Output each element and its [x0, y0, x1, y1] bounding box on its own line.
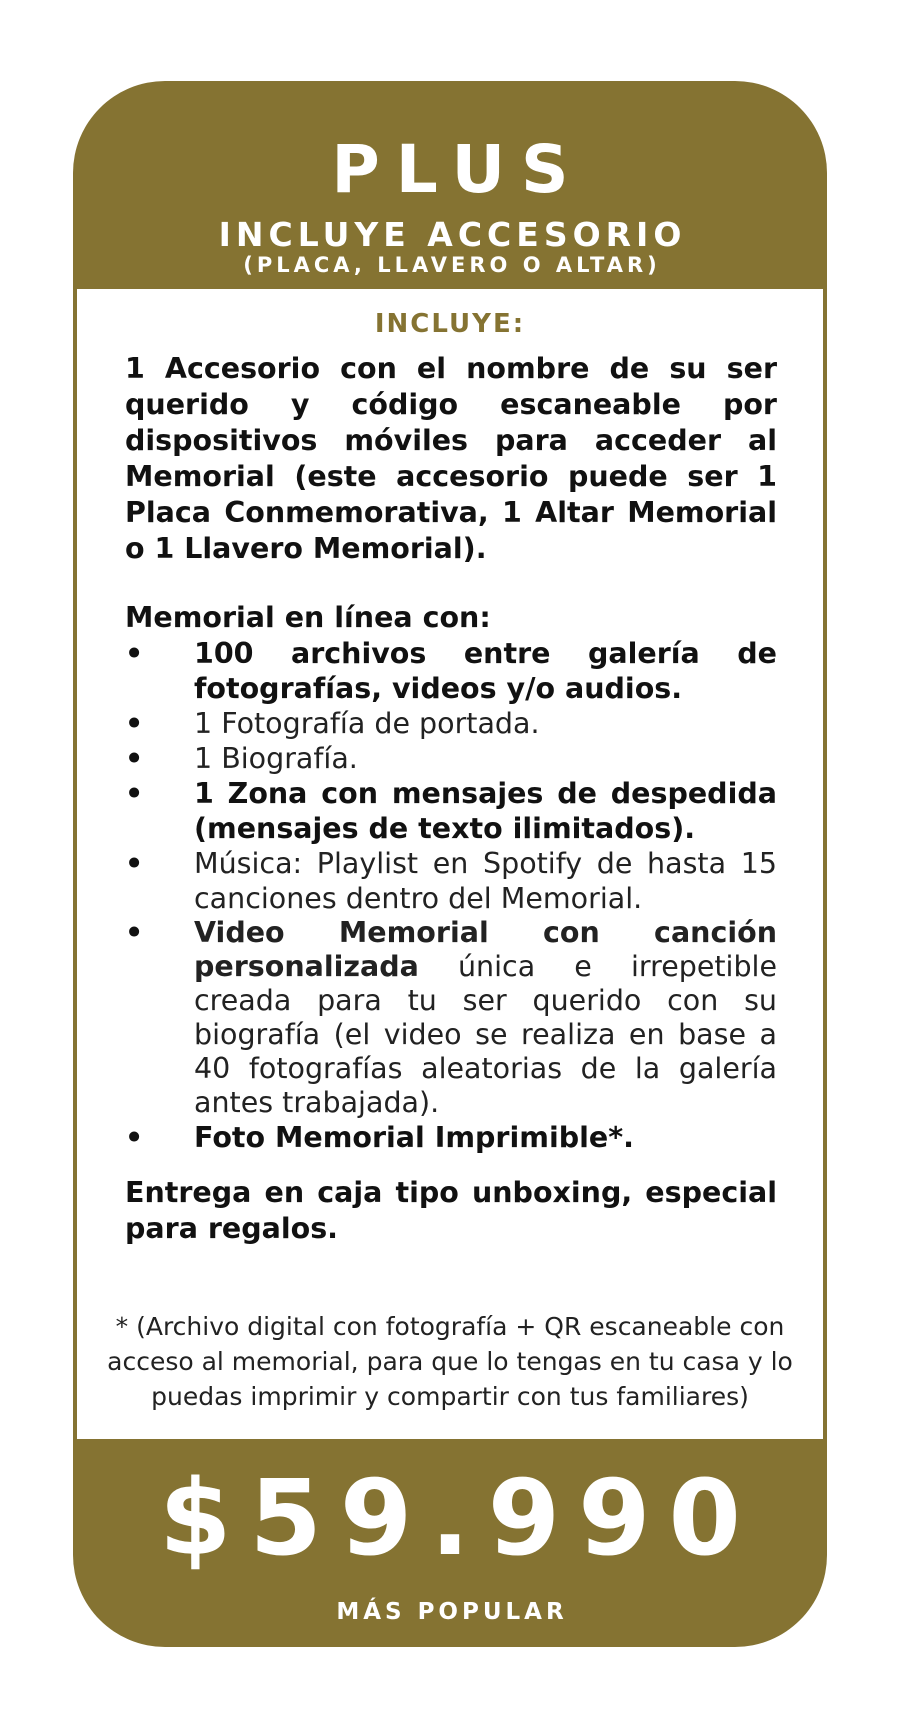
bullet-icon: • — [125, 916, 144, 949]
bullet-icon: • — [125, 777, 144, 810]
card-content — [77, 289, 823, 1439]
bullet-icon: • — [125, 742, 144, 775]
delivery-note: Entrega en caja tipo unboxing, especial para regalos. — [125, 1176, 777, 1245]
includes-heading: INCLUYE: — [374, 309, 526, 339]
feature-item-biography — [125, 741, 777, 776]
feature-text — [194, 916, 777, 1119]
card-footer — [73, 1439, 827, 1647]
feature-text: Foto Memorial Imprimible*. — [194, 1121, 634, 1154]
bullet-icon: • — [125, 707, 144, 740]
accessory-description: 1 Accesorio con el nombre de su ser querido y código escaneable por dispositivos móviles para acceder al Memorial (este accesorio puede ser 1 Placa Conmemorativa, 1 Altar Memorial o 1 Llavero Memorial). — [125, 352, 777, 565]
feature-text-bold: Video Memorial con canción personalizada — [194, 916, 777, 983]
feature-text-rest: única e irrepetible creada para tu ser querido con su biografía (el video se realiza en base a 40 fotografías aleatorias de la galería antes trabajada). — [194, 950, 777, 1119]
plan-name: PLUS — [331, 131, 585, 208]
pricing-card — [73, 81, 827, 1647]
feature-item-cover-photo — [125, 706, 777, 741]
feature-text: 1 Biografía. — [194, 742, 358, 775]
feature-item-files — [125, 636, 777, 706]
card-header — [73, 81, 827, 288]
feature-text: 1 Zona con mensajes de despedida (mensajes de texto ilimitados). — [194, 777, 777, 845]
online-memorial-title: Memorial en línea con: — [125, 601, 491, 634]
footnote: * (Archivo digital con fotografía + QR escaneable con acceso al memorial, para que lo tengas en tu casa y lo puedas imprimir y compartir con tus familiares) — [107, 1312, 793, 1411]
feature-list — [125, 636, 777, 1155]
feature-item-printable-photo — [125, 1120, 777, 1155]
price: $59.990 — [159, 1457, 759, 1579]
feature-text: 1 Fotografía de portada. — [194, 707, 540, 740]
feature-text: Música: Playlist en Spotify de hasta 15 canciones dentro del Memorial. — [194, 847, 777, 915]
plan-subtitle: INCLUYE ACCESORIO — [218, 215, 687, 254]
bullet-icon: • — [125, 637, 144, 670]
bullet-icon: • — [125, 847, 144, 880]
feature-item-farewell-zone — [125, 776, 777, 846]
plan-subnote: (PLACA, LLAVERO O ALTAR) — [243, 253, 661, 277]
popular-badge: MÁS POPULAR — [336, 1599, 568, 1625]
bullet-icon: • — [125, 1121, 144, 1154]
feature-item-video-memorial — [125, 916, 777, 1120]
feature-item-music — [125, 846, 777, 916]
feature-text: 100 archivos entre galería de fotografías, videos y/o audios. — [194, 637, 777, 705]
